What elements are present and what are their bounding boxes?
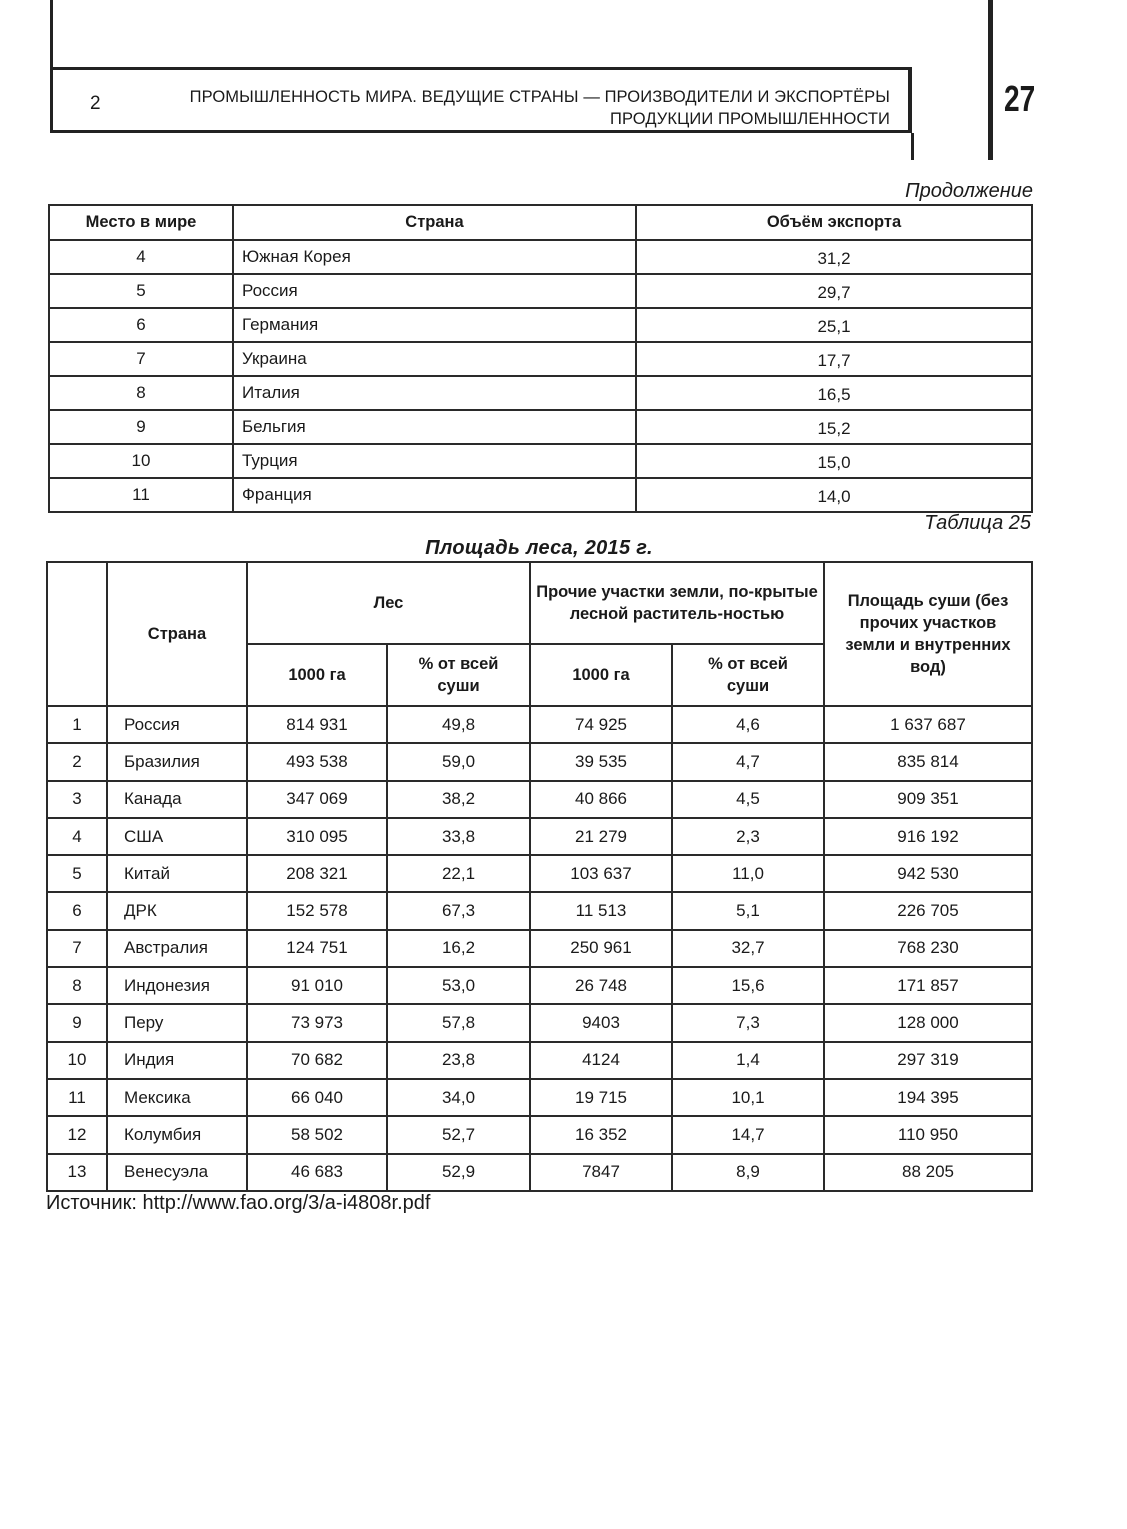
other-ha-cell: 21 279 (530, 818, 672, 855)
table-row (49, 342, 1032, 376)
section-title-line-2: ПРОДУКЦИИ ПРОМЫШЛЕННОСТИ (610, 110, 890, 128)
forest-ha-cell: 66 040 (247, 1079, 387, 1116)
table-row (49, 308, 1032, 342)
row-number-cell: 3 (47, 781, 107, 818)
land-area-cell: 768 230 (824, 930, 1032, 967)
forest-pct-cell: 22,1 (387, 855, 530, 892)
country-cell: Италия (233, 376, 636, 410)
rank-cell: 5 (49, 274, 233, 308)
table-row (47, 706, 1032, 743)
row-number-cell: 2 (47, 743, 107, 780)
country-cell: Перу (107, 1004, 247, 1041)
land-area-cell: 110 950 (824, 1116, 1032, 1153)
rank-cell: 4 (49, 240, 233, 274)
forest-table (46, 561, 1033, 1192)
country-cell: Индонезия (107, 967, 247, 1004)
table-row (47, 1042, 1032, 1079)
country-cell: Австралия (107, 930, 247, 967)
other-pct-cell: 7,3 (672, 1004, 824, 1041)
land-area-cell: 88 205 (824, 1154, 1032, 1191)
col-header-number (47, 562, 107, 706)
table-row (47, 1004, 1032, 1041)
page-number: 27 (1004, 78, 1036, 119)
forest-ha-cell: 58 502 (247, 1116, 387, 1153)
rank-cell: 8 (49, 376, 233, 410)
other-pct-cell: 2,3 (672, 818, 824, 855)
row-number-cell: 13 (47, 1154, 107, 1191)
forest-pct-cell: 52,9 (387, 1154, 530, 1191)
other-ha-cell: 74 925 (530, 706, 672, 743)
row-number-cell: 12 (47, 1116, 107, 1153)
export-value-cell: 29,7 (636, 274, 1032, 308)
other-pct-cell: 1,4 (672, 1042, 824, 1079)
forest-pct-cell: 53,0 (387, 967, 530, 1004)
header-rule-right (988, 0, 993, 160)
table-label: Таблица 25 (924, 512, 1031, 534)
rank-cell: 6 (49, 308, 233, 342)
export-value-cell: 25,1 (636, 308, 1032, 342)
other-ha-cell: 9403 (530, 1004, 672, 1041)
other-pct-cell: 4,7 (672, 743, 824, 780)
land-area-cell: 171 857 (824, 967, 1032, 1004)
export-value-cell: 15,0 (636, 444, 1032, 478)
country-cell: Турция (233, 444, 636, 478)
rank-cell: 9 (49, 410, 233, 444)
other-ha-cell: 26 748 (530, 967, 672, 1004)
export-value-cell: 15,2 (636, 410, 1032, 444)
row-number-cell: 4 (47, 818, 107, 855)
other-ha-cell: 7847 (530, 1154, 672, 1191)
country-cell: Канада (107, 781, 247, 818)
table-row (47, 855, 1032, 892)
forest-pct-cell: 16,2 (387, 930, 530, 967)
table-row (47, 1079, 1032, 1116)
country-cell: Франция (233, 478, 636, 512)
table-title: Площадь леса, 2015 г. (425, 537, 653, 559)
row-number-cell: 11 (47, 1079, 107, 1116)
forest-pct-cell: 49,8 (387, 706, 530, 743)
country-cell: Китай (107, 855, 247, 892)
forest-ha-cell: 347 069 (247, 781, 387, 818)
country-cell: Венесуэла (107, 1154, 247, 1191)
table-row (47, 892, 1032, 929)
land-area-cell: 909 351 (824, 781, 1032, 818)
other-ha-cell: 11 513 (530, 892, 672, 929)
table-row (49, 478, 1032, 512)
forest-ha-cell: 493 538 (247, 743, 387, 780)
row-number-cell: 10 (47, 1042, 107, 1079)
table-row (47, 967, 1032, 1004)
table-row (49, 240, 1032, 274)
country-cell: США (107, 818, 247, 855)
country-cell: Германия (233, 308, 636, 342)
col-header-other-land: Прочие участки земли, по-крытые лесной раститель-ностью (530, 562, 824, 644)
forest-pct-cell: 23,8 (387, 1042, 530, 1079)
col-header-forest-ha: 1000 га (247, 644, 387, 706)
export-value-cell: 16,5 (636, 376, 1032, 410)
forest-ha-cell: 208 321 (247, 855, 387, 892)
col-header-forest: Лес (247, 562, 530, 644)
country-cell: Украина (233, 342, 636, 376)
export-table-header (49, 205, 1032, 240)
other-pct-cell: 14,7 (672, 1116, 824, 1153)
other-pct-cell: 15,6 (672, 967, 824, 1004)
table-row (47, 781, 1032, 818)
table-row (47, 1116, 1032, 1153)
country-cell: Бельгия (233, 410, 636, 444)
header-frame-tick (911, 133, 914, 160)
rank-cell: 7 (49, 342, 233, 376)
other-pct-cell: 10,1 (672, 1079, 824, 1116)
country-cell: Россия (107, 706, 247, 743)
rank-cell: 10 (49, 444, 233, 478)
country-cell: Россия (233, 274, 636, 308)
table-row (47, 818, 1032, 855)
table-row (47, 1154, 1032, 1191)
col-header-rank: Место в мире (49, 205, 233, 240)
col-header-forest-pct: % от всей суши (387, 644, 530, 706)
table-row (47, 743, 1032, 780)
country-cell: Южная Корея (233, 240, 636, 274)
forest-ha-cell: 814 931 (247, 706, 387, 743)
land-area-cell: 916 192 (824, 818, 1032, 855)
forest-pct-cell: 57,8 (387, 1004, 530, 1041)
land-area-cell: 1 637 687 (824, 706, 1032, 743)
forest-pct-cell: 34,0 (387, 1079, 530, 1116)
other-pct-cell: 8,9 (672, 1154, 824, 1191)
other-ha-cell: 19 715 (530, 1079, 672, 1116)
col-header-country: Страна (233, 205, 636, 240)
row-number-cell: 7 (47, 930, 107, 967)
country-cell: Индия (107, 1042, 247, 1079)
land-area-cell: 835 814 (824, 743, 1032, 780)
forest-pct-cell: 33,8 (387, 818, 530, 855)
other-ha-cell: 103 637 (530, 855, 672, 892)
forest-ha-cell: 73 973 (247, 1004, 387, 1041)
other-pct-cell: 32,7 (672, 930, 824, 967)
country-cell: Колумбия (107, 1116, 247, 1153)
land-area-cell: 942 530 (824, 855, 1032, 892)
export-value-cell: 31,2 (636, 240, 1032, 274)
other-pct-cell: 4,6 (672, 706, 824, 743)
table-row (47, 930, 1032, 967)
table-row (49, 274, 1032, 308)
row-number-cell: 6 (47, 892, 107, 929)
source-note: Источник: http://www.fao.org/3/a-i4808r.pdf (46, 1192, 431, 1214)
forest-pct-cell: 52,7 (387, 1116, 530, 1153)
row-number-cell: 5 (47, 855, 107, 892)
forest-pct-cell: 67,3 (387, 892, 530, 929)
other-pct-cell: 4,5 (672, 781, 824, 818)
row-number-cell: 1 (47, 706, 107, 743)
forest-ha-cell: 152 578 (247, 892, 387, 929)
export-value-cell: 14,0 (636, 478, 1032, 512)
col-header-other-pct: % от всей суши (672, 644, 824, 706)
forest-ha-cell: 124 751 (247, 930, 387, 967)
forest-pct-cell: 38,2 (387, 781, 530, 818)
export-value-cell: 17,7 (636, 342, 1032, 376)
country-cell: Бразилия (107, 743, 247, 780)
land-area-cell: 297 319 (824, 1042, 1032, 1079)
forest-ha-cell: 70 682 (247, 1042, 387, 1079)
rank-cell: 11 (49, 478, 233, 512)
section-number: 2 (90, 93, 101, 114)
country-cell: ДРК (107, 892, 247, 929)
forest-ha-cell: 91 010 (247, 967, 387, 1004)
col-header-export-volume: Объём экспорта (636, 205, 1032, 240)
forest-pct-cell: 59,0 (387, 743, 530, 780)
section-title-line-1: ПРОМЫШЛЕННОСТЬ МИРА. ВЕДУЩИЕ СТРАНЫ — ПРОИЗВОДИТЕЛИ И ЭКСПОРТЁРЫ (189, 88, 890, 106)
col-header-other-ha: 1000 га (530, 644, 672, 706)
table-row (49, 444, 1032, 478)
continuation-caption: Продолжение (905, 180, 1033, 202)
other-ha-cell: 16 352 (530, 1116, 672, 1153)
other-ha-cell: 4124 (530, 1042, 672, 1079)
forest-ha-cell: 310 095 (247, 818, 387, 855)
row-number-cell: 9 (47, 1004, 107, 1041)
table-row (49, 410, 1032, 444)
col-header-country: Страна (107, 562, 247, 706)
land-area-cell: 194 395 (824, 1079, 1032, 1116)
row-number-cell: 8 (47, 967, 107, 1004)
land-area-cell: 226 705 (824, 892, 1032, 929)
land-area-cell: 128 000 (824, 1004, 1032, 1041)
other-ha-cell: 40 866 (530, 781, 672, 818)
country-cell: Мексика (107, 1079, 247, 1116)
col-header-land-area: Площадь суши (без прочих участков земли и внутренних вод) (824, 562, 1032, 706)
other-pct-cell: 11,0 (672, 855, 824, 892)
other-pct-cell: 5,1 (672, 892, 824, 929)
table-row (49, 376, 1032, 410)
section-title (190, 86, 890, 130)
export-table (48, 204, 1033, 513)
other-ha-cell: 250 961 (530, 930, 672, 967)
other-ha-cell: 39 535 (530, 743, 672, 780)
forest-ha-cell: 46 683 (247, 1154, 387, 1191)
header-rule-left (50, 0, 53, 70)
